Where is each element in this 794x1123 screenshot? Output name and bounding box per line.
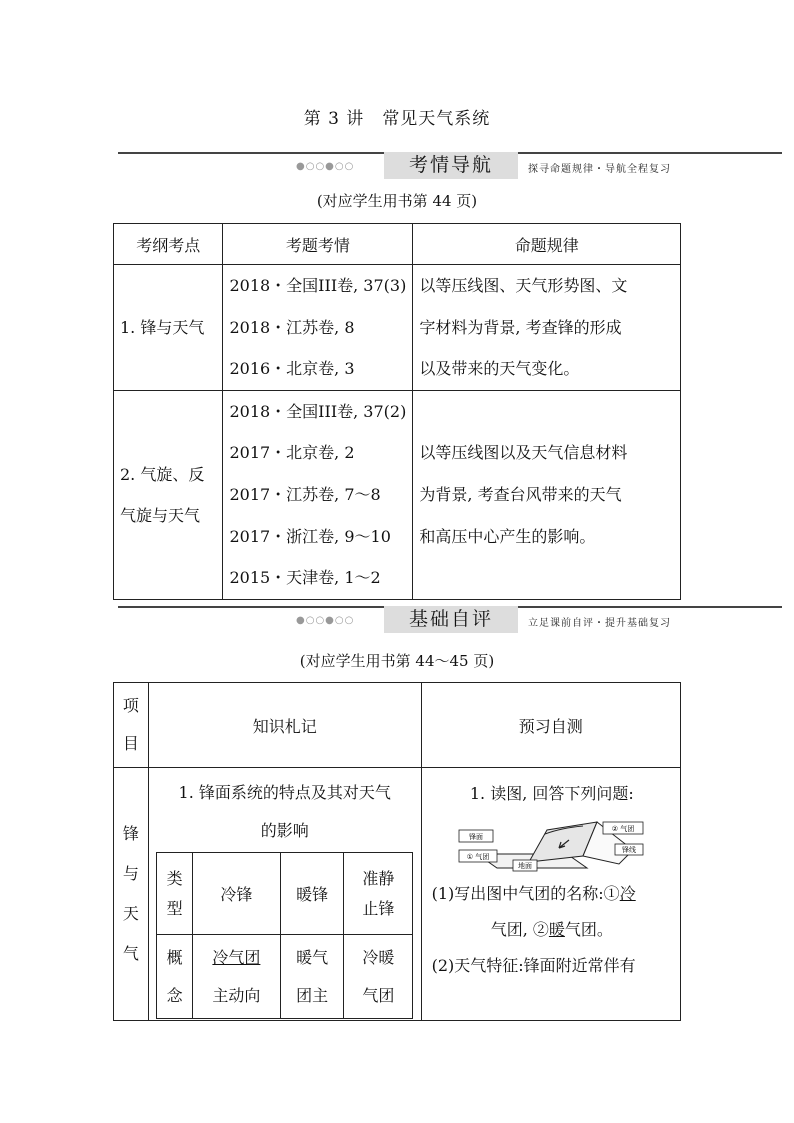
self-assessment-table (113, 682, 681, 1021)
svg-text:② 气团: ② 气团 (611, 825, 635, 833)
header-test: 预习自测 (421, 683, 680, 768)
svg-text:地面: 地面 (517, 862, 532, 870)
knowledge-title: 1. 锋面系统的特点及其对天气 的影响 (178, 783, 391, 840)
exams-cell (223, 265, 413, 391)
section-banner-self-assessment (118, 604, 782, 634)
question-1-part-2: (2)天气特征:锋面附近常伴有 (431, 956, 636, 975)
question-1-part-1: (1)写出图中气团的名称:①冷 (431, 884, 636, 903)
page-title: 第 3 讲 常见天气系统 (303, 109, 491, 129)
table-row (114, 265, 681, 391)
list-item: 2018・全国III卷, 37(3) (229, 276, 407, 295)
header-item: 项 目 (114, 683, 149, 768)
banner-dots: ●○○●○○ (296, 161, 355, 172)
test-cell: 1. 读图, 回答下列问题: 锋面 ① 气团 地面 ② 气团 锋线 (1)写出图中气团的名称:①冷 气团, ②暖气团。 (2)天气特征:锋面附近常伴有 (421, 768, 680, 1021)
list-item: 2015・天津卷, 1～2 (229, 568, 381, 588)
front-diagram (457, 820, 647, 872)
header-knowledge: 知识札记 (148, 683, 421, 768)
banner-dots: ●○○●○○ (296, 615, 355, 626)
point-cell: 1. 锋与天气 (114, 265, 223, 391)
rule-cell: 以等压线图、天气形势图、文 字材料为背景, 考查锋的形成 以及带来的天气变化。 (413, 265, 681, 391)
header-point: 考纲考点 (114, 224, 223, 265)
svg-text:① 气团: ① 气团 (466, 853, 490, 861)
point-cell: 2. 气旋、反 气旋与天气 (114, 390, 223, 599)
list-item: 2017・浙江卷, 9～10 (229, 526, 391, 546)
list-item: 2017・北京卷, 2 (229, 443, 355, 463)
row-label: 锋 与 天 气 (114, 768, 149, 1021)
table-row (114, 390, 681, 599)
section-banner-exam-overview (118, 150, 782, 180)
list-item: 2016・北京卷, 3 (229, 359, 355, 379)
banner-heading: 考情导航 (384, 152, 518, 179)
svg-text:锋面: 锋面 (468, 833, 483, 841)
exam-overview-table (113, 223, 681, 600)
page-reference: (对应学生用书第 44 页) (316, 192, 478, 210)
front-types-table: 类 型 冷锋 暖锋 准静 止锋 概 念 冷气团 主动向 暖气 团主 冷暖 气团 (156, 852, 413, 1019)
banner-heading: 基础自评 (384, 606, 518, 633)
list-item: 2017・江苏卷, 7～8 (229, 484, 381, 504)
table-row (114, 768, 681, 1021)
page-reference: (对应学生用书第 44～45 页) (299, 652, 495, 670)
header-exams: 考题考情 (223, 224, 413, 265)
header-rule: 命题规律 (413, 224, 681, 265)
svg-text:锋线: 锋线 (621, 846, 636, 854)
banner-slogan: 立足课前自评・提升基础复习 (528, 618, 671, 629)
question-1: 1. 读图, 回答下列问题: (469, 784, 634, 803)
list-item: 2018・江苏卷, 8 (229, 317, 355, 337)
knowledge-cell (148, 768, 421, 1021)
exams-cell (223, 390, 413, 599)
list-item: 2018・全国III卷, 37(2) (229, 401, 407, 421)
banner-slogan: 探寻命题规律・导航全程复习 (528, 164, 671, 175)
rule-cell: 以等压线图以及天气信息材料 为背景, 考查台风带来的天气 和高压中心产生的影响。 (413, 390, 681, 599)
